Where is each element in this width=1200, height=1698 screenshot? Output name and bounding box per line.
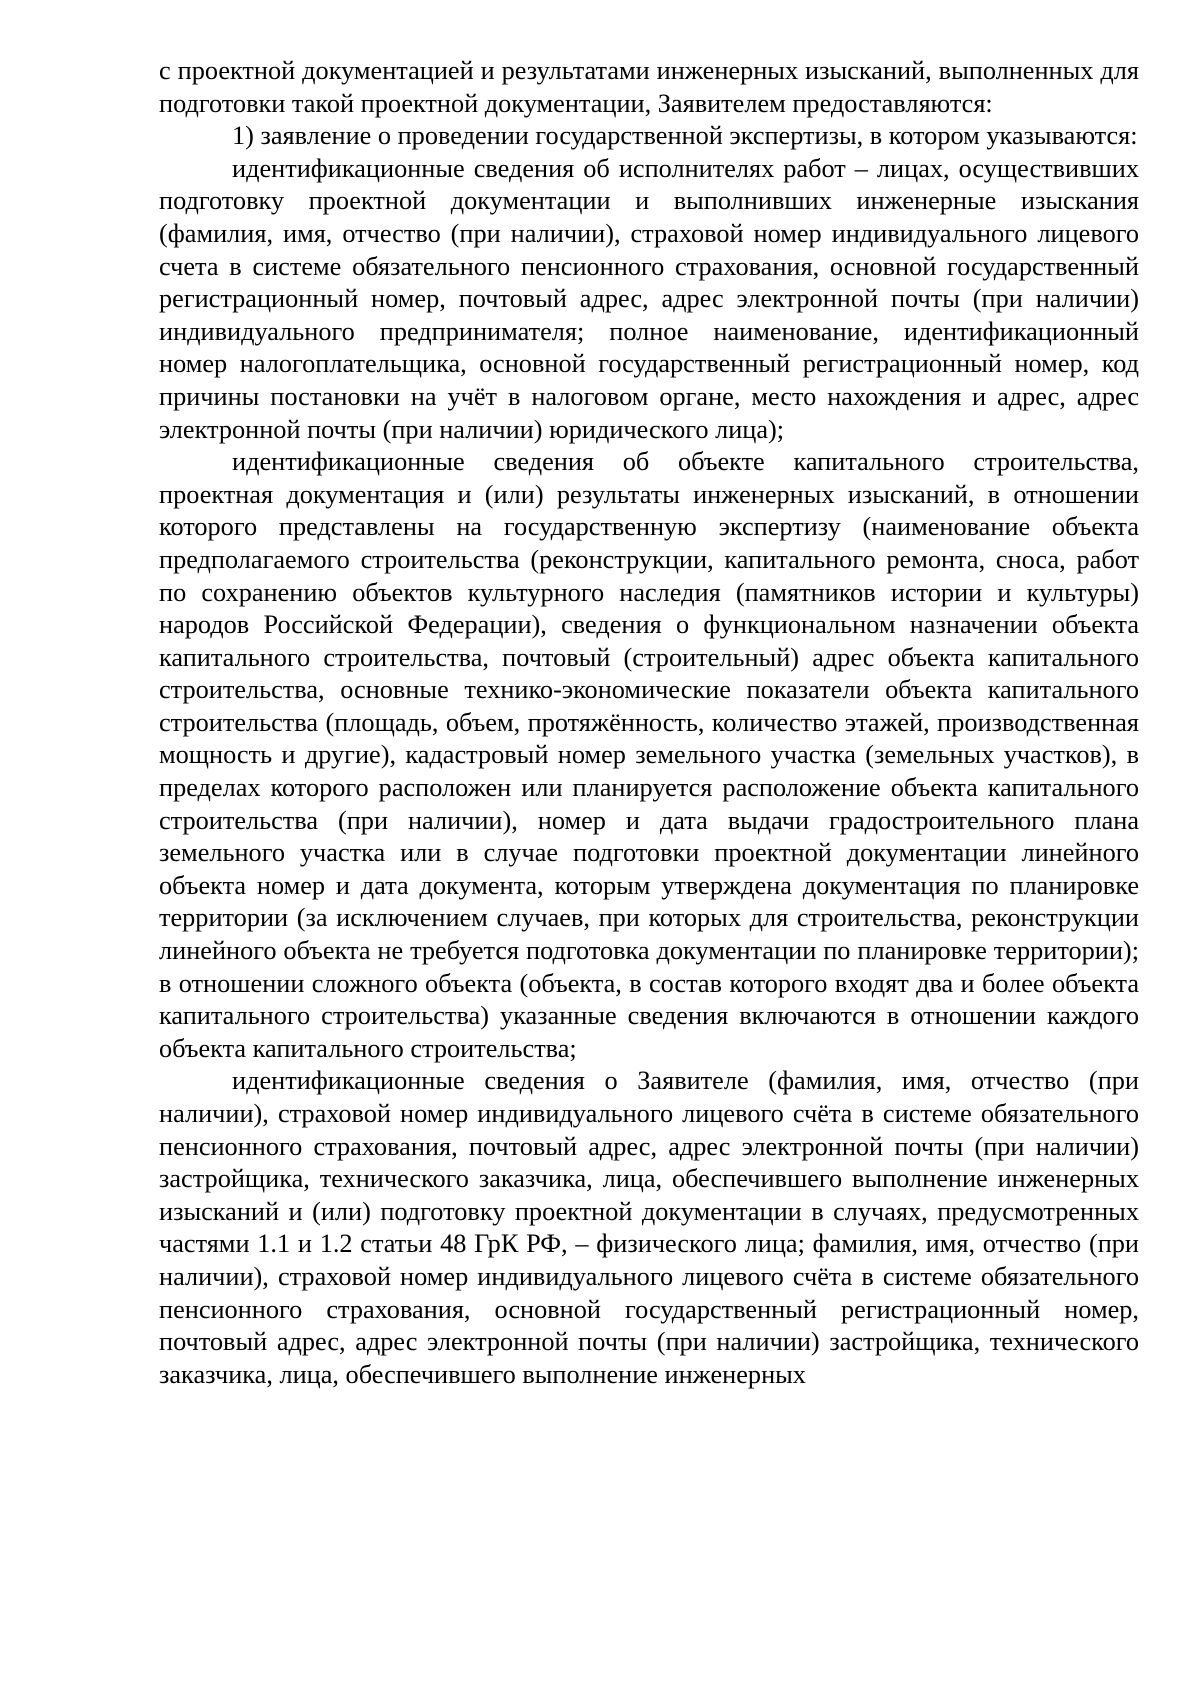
document-page (159, 55, 1139, 1391)
paragraph-item-1: 1) заявление о проведении государственной экспертизы, в котором указываются: (232, 121, 1138, 151)
paragraph-object-info: идентификационные сведения об объекте капитального строительства, проектная документация и (или) результаты инженерных изысканий, в отношении которого представлены на государственную экспертизу (наименование объекта предполагаемого строительства (реконструкции, капитального ремонта, сноса, работ по сохранению объектов культурного наследия (памятников истории и культуры) народов Российской Федерации), сведения о функциональном назначении объекта капитального строительства, почтовый (строительный) адрес объекта капитального строительства, основные технико-экономические показатели объекта капитального строительства (площадь, объем, протяжённость, количество этажей, производственная мощность и другие), кадастровый номер земельного участка (земельных участков), в пределах которого расположен или планируется расположение объекта капитального строительства (при наличии), номер и дата выдачи градостроительного плана земельного участка или в случае подготовки проектной документации линейного объекта номер и дата документа, которым утверждена документация по планировке территории (за исключением случаев, при которых для строительства, реконструкции линейного объекта не требуется подготовка документации по планировке территории); в отношении сложного объекта (объекта, в состав которого входят два и более объекта капитального строительства) указанные сведения включаются в отношении каждого объекта капитального строительства; (159, 447, 1139, 1063)
paragraph-contractors-info: идентификационные сведения об исполнителях работ – лицах, осуществивших подготовку проектной документации и выполнивших инженерные изыскания (фамилия, имя, отчество (при наличии), страховой номер индивидуального лицевого счета в системе обязательного пенсионного страхования, основной государственный регистрационный номер, почтовый адрес, адрес электронной почты (при наличии) индивидуального предпринимателя; полное наименование, идентификационный номер налогоплательщика, основной государственный регистрационный номер, код причины постановки на учёт в налоговом органе, место нахождения и адрес, адрес электронной почты (при наличии) юридического лица); (159, 153, 1139, 444)
paragraph-applicant-info: идентификационные сведения о Заявителе (фамилия, имя, отчество (при наличии), страховой номер индивидуального лицевого счёта в системе обязательного пенсионного страхования, почтовый адрес, адрес электронной почты (при наличии) застройщика, технического заказчика, лица, обеспечившего выполнение инженерных изысканий и (или) подготовку проектной документации в случаях, предусмотренных частями 1.1 и 1.2 статьи 48 ГрК РФ, – физического лица; фамилия, имя, отчество (при наличии), страховой номер индивидуального лицевого счёта в системе обязательного пенсионного страхования, основной государственный регистрационный номер, почтовый адрес, адрес электронной почты (при наличии) застройщика, технического заказчика, лица, обеспечившего выполнение инженерных (159, 1066, 1139, 1389)
paragraph-intro: с проектной документацией и результатами инженерных изысканий, выполненных для подготовки такой проектной документации, Заявителем предоставляются: (159, 56, 1139, 118)
